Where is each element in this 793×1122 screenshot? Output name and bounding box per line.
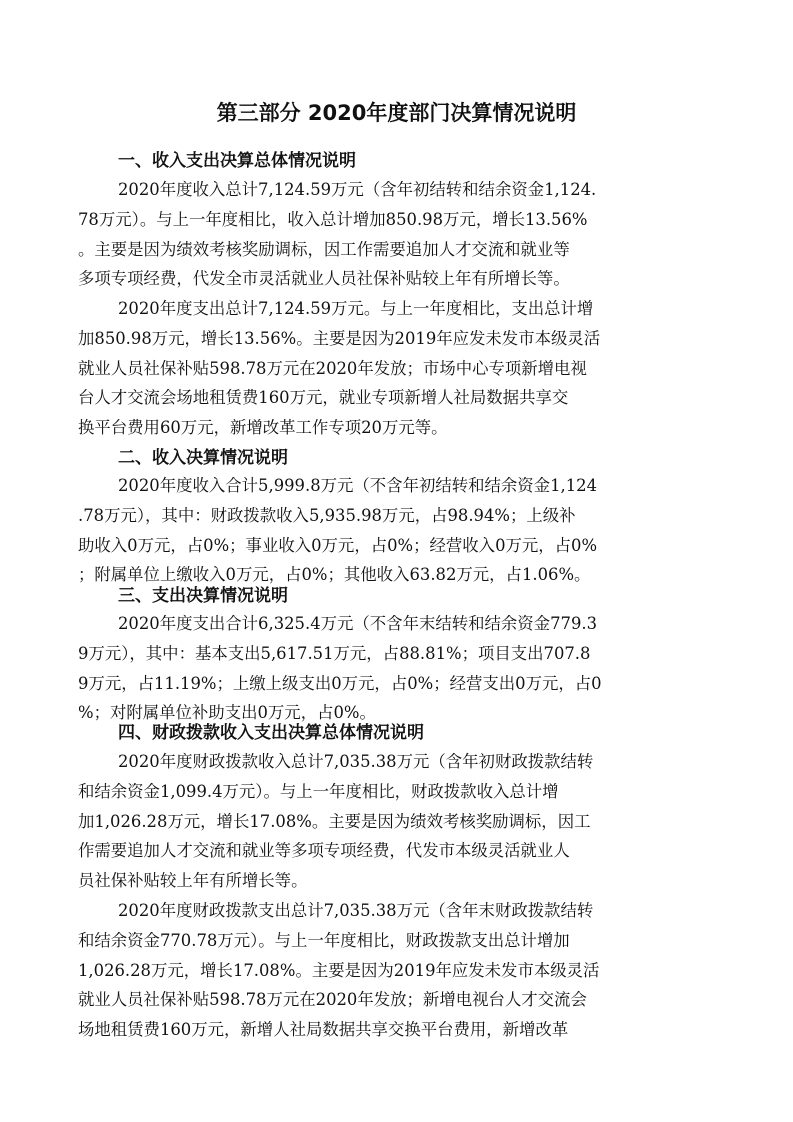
text-line: 和结余资金770.78万元）。与上一年度相比，财政拨款支出总计增加 [78, 930, 570, 950]
text-line: 。主要是因为绩效考核奖励调标，因工作需要追加人才交流和就业等 [78, 239, 570, 259]
paragraph-fiscal-income [78, 747, 718, 896]
text-line: ；附属单位上缴收入0万元，占0%；其他收入63.82万元，占1.06%。 [78, 565, 591, 585]
text-line: 就业人员社保补贴598.78万元在2020年发放；新增电视台人才交流会 [78, 990, 587, 1010]
text-line: 2020年度支出合计6,325.4万元（不含年末结转和结余资金779.3 [118, 614, 598, 633]
text-line: 2020年度财政拨款收入总计7,035.38万元（含年初财政拨款结转 [118, 752, 594, 771]
text-line: 台人才交流会场地租赁费160万元，就业专项新增人社局数据共享交 [78, 388, 569, 408]
paragraph-expense-total [78, 294, 718, 443]
section-heading-income-expense-overview: 一、收入支出决算总体情况说明 [118, 151, 356, 171]
text-line: 就业人员社保补贴598.78万元在2020年发放；市场中心专项新增电视 [78, 358, 587, 378]
text-line: 换平台费用60万元，新增改革工作专项20万元等。 [78, 418, 448, 438]
text-line: %；对附属单位补助支出0万元，占0%。 [78, 703, 376, 723]
text-line: 9万元），其中：基本支出5,617.51万元，占88.81%；项目支出707.8 [78, 643, 591, 663]
paragraph-income-details [78, 471, 718, 590]
text-line: 2020年度财政拨款支出总计7,035.38万元（含年末财政拨款结转 [118, 901, 594, 920]
text-line: 场地租赁费160万元，新增人社局数据共享交换平台费用，新增改革 [78, 1020, 569, 1040]
paragraph-fiscal-expense [78, 896, 718, 1045]
text-line: 多项专项经费，代发全市灵活就业人员社保补贴较上年有所增长等。 [78, 269, 570, 289]
text-line: 9万元，占11.19%；上缴上级支出0万元，占0%；经营支出0万元，占0 [78, 673, 602, 693]
text-line: 2020年度收入总计7,124.59万元（含年初结转和结余资金1,124. [118, 180, 597, 199]
section-heading-fiscal-appropriation: 四、财政拨款收入支出决算总体情况说明 [118, 723, 424, 743]
paragraph-expense-details [78, 609, 718, 728]
section-heading-expense-details: 三、支出决算情况说明 [118, 586, 288, 606]
text-line: 和结余资金1,099.4万元）。与上一年度相比，财政拨款收入总计增 [78, 781, 559, 801]
text-line: 78万元）。与上一年度相比，收入总计增加850.98万元，增长13.56% [78, 209, 588, 229]
text-line: 作需要追加人才交流和就业等多项专项经费，代发市本级灵活就业人 [78, 841, 570, 861]
section-heading-income-details: 二、收入决算情况说明 [118, 448, 288, 468]
text-line: 员社保补贴较上年有所增长等。 [78, 871, 308, 891]
text-line: 1,026.28万元，增长17.08%。主要是因为2019年应发未发市本级灵活 [78, 960, 600, 980]
paragraph-income-total [78, 175, 718, 294]
page-title: 第三部分 2020年度部门决算情况说明 [216, 101, 577, 125]
text-line: 加1,026.28万元，增长17.08%。主要是因为绩效考核奖励调标，因工 [78, 811, 591, 831]
text-line: 加850.98万元，增长13.56%。主要是因为2019年应发未发市本级灵活 [78, 328, 601, 348]
text-line: 助收入0万元，占0%；事业收入0万元，占0%；经营收入0万元，占0% [78, 535, 598, 555]
text-line: 2020年度支出总计7,124.59万元。与上一年度相比，支出总计增 [118, 299, 594, 318]
text-line: .78万元），其中：财政拨款收入5,935.98万元，占98.94%；上级补 [78, 505, 576, 525]
text-line: 2020年度收入合计5,999.8万元（不含年初结转和结余资金1,124 [118, 476, 598, 495]
